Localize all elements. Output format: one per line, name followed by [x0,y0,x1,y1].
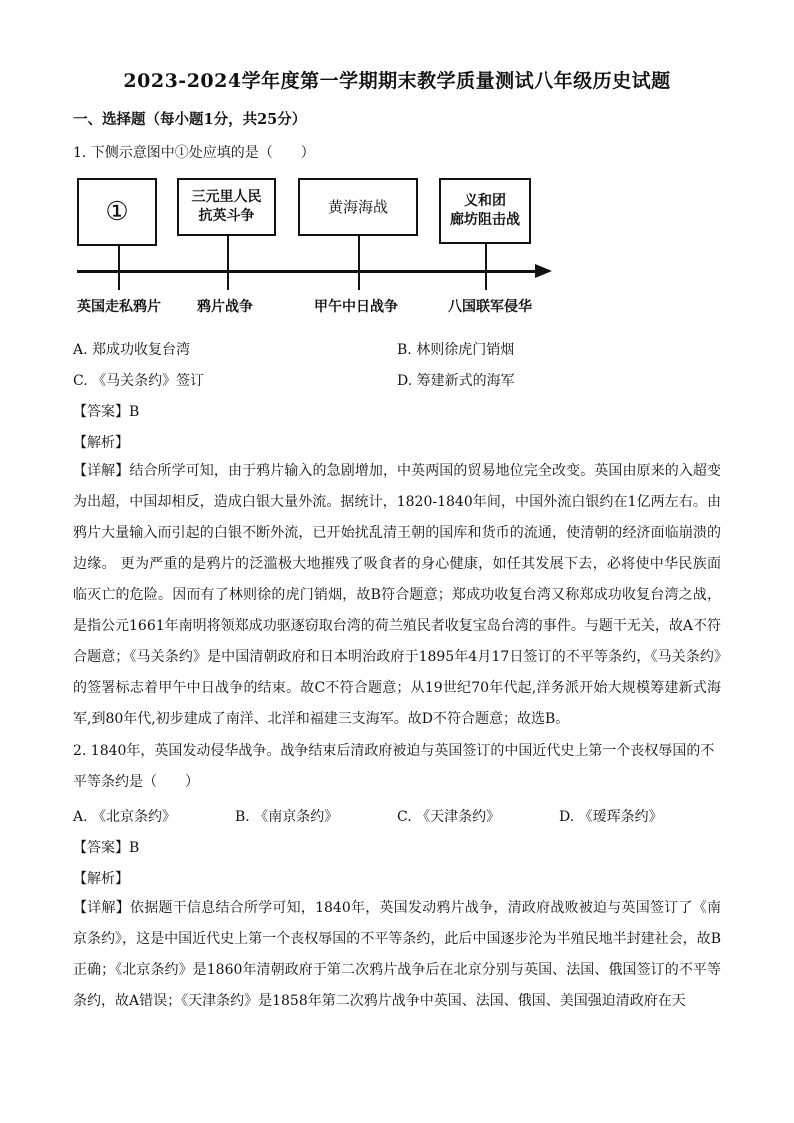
timeline-box-4: 义和团 廊坊阻击战 [439,178,531,244]
q2-option-b: B. 《南京条约》 [235,809,339,825]
q1-analysis-label: 【解析】 [73,435,129,451]
timeline-tick [358,236,360,290]
timeline-label-4: 八国联军侵华 [448,299,532,315]
section-heading: 一、选择题（每小题1分，共25分） [73,111,307,128]
timeline-axis [77,270,537,273]
question-2-stem: 2. 1840年，英国发动侵华战争。战争结束后清政府被迫与英国签订的中国近代史上第一个丧权辱国的不平等条约是（ ） [73,743,715,790]
timeline-diagram [70,170,570,330]
q1-option-a: A. 郑成功收复台湾 [73,342,191,358]
timeline-box-1: ① [77,178,157,246]
q1-detail: 【详解】结合所学可知，由于鸦片输入的急剧增加，中英两国的贸易地位完全改变。英国由原来的入超变为出超，中国却相反，造成白银大量外流。据统计，1820-1840年间，中国外流白银约在1亿两左右。由鸦片大量输入而引起的白银不断外流，已开始扰乱清王朝的国库和货币的流通，使清朝的经济面临崩溃的边缘。 更为严重的是鸦片的泛滥极大地摧残了吸食者的身心健康，如任其发展下去，必将使中华民族面临灭亡的危险。因而有了林则徐的虎门销烟，故B符合题意；郑成功收复台湾又称郑成功收复台湾之战，是指公元1661年南明将领郑成功驱逐窃取台湾的荷兰殖民者收复宝岛台湾的事件。与题干无关，故A不符合题意；《马关条约》是中国清朝政府和日本明治政府于1895年4月17日签订的不平等条约，《马关条约》的签署标志着甲午中日战争的结束。故C不符合题意；从19世纪70年代起,洋务派开始大规模筹建新式海军,到80年代,初步建成了南洋、北洋和福建三支海军。故D不符合题意；故选B。 [73,463,721,727]
q2-option-c: C. 《天津条约》 [397,809,501,825]
q2-option-d: D. 《瑷珲条约》 [559,809,663,825]
q1-option-d: D. 筹建新式的海军 [397,373,515,389]
q2-option-a: A. 《北京条约》 [73,809,177,825]
timeline-arrow-icon [535,264,552,278]
timeline-box-2: 三元里人民 抗英斗争 [177,178,276,236]
timeline-tick [227,236,229,290]
timeline-label-3: 甲午中日战争 [314,299,398,315]
q2-analysis-label: 【解析】 [73,871,129,887]
q2-answer: 【答案】B [73,840,140,856]
page-title: 2023-2024学年度第一学期期末教学质量测试八年级历史试题 [123,70,671,92]
q1-option-c: C. 《马关条约》签订 [73,373,205,389]
timeline-label-1: 英国走私鸦片 [77,299,161,315]
q1-option-b: B. 林则徐虎门销烟 [397,342,515,358]
timeline-box-3: 黄海海战 [298,178,418,236]
q1-answer: 【答案】B [73,404,140,420]
timeline-tick [118,246,120,290]
question-1-stem: 1. 下侧示意图中①处应填的是（ ） [73,145,315,161]
timeline-label-2: 鸦片战争 [197,299,253,315]
timeline-tick [485,236,487,290]
q2-detail: 【详解】依据题干信息结合所学可知，1840年，英国发动鸦片战争，清政府战败被迫与英国签订了《南京条约》，这是中国近代史上第一个丧权辱国的不平等条约，此后中国逐步沦为半殖民地半封建社会，故B正确；《北京条约》是1860年清朝政府于第二次鸦片战争后在北京分别与英国、法国、俄国签订的不平等条约，故A错误；《天津条约》是1858年第二次鸦片战争中英国、法国、俄国、美国强迫清政府在天 [73,900,721,1009]
